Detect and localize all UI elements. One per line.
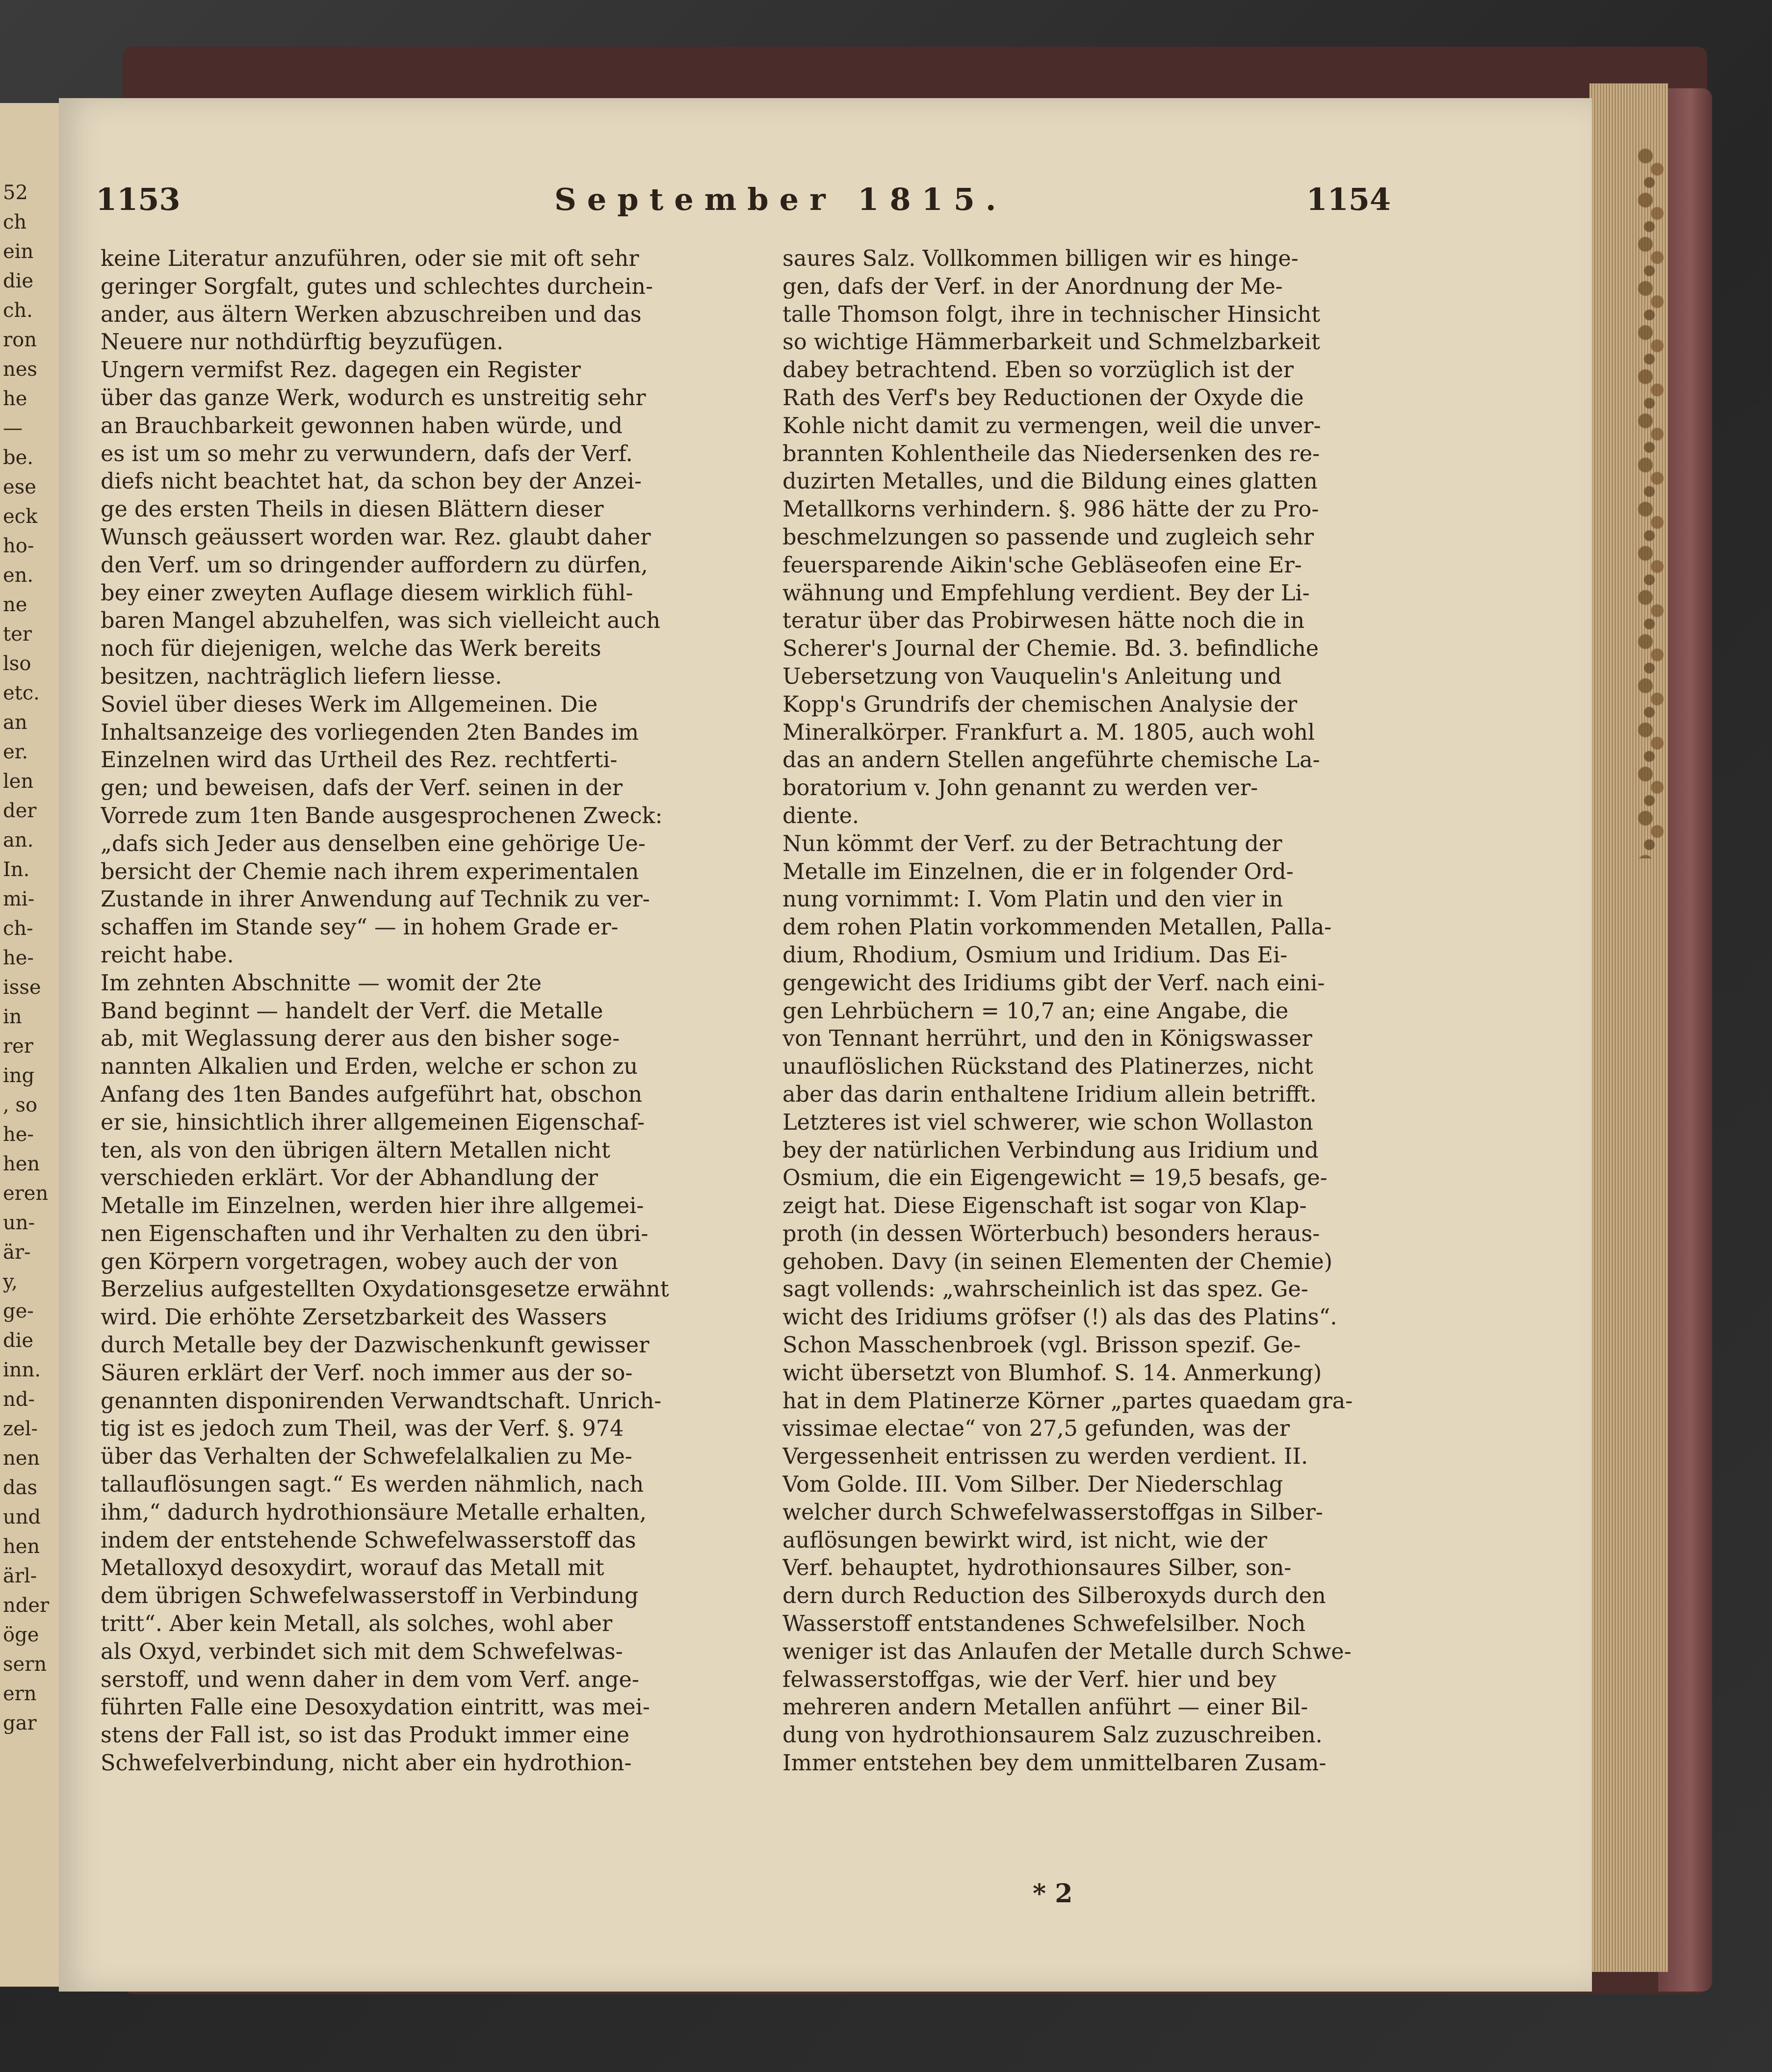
- text-line: indem der entstehende Schwefelwasserstoff das: [101, 1528, 636, 1553]
- left-page-fragment: eck: [3, 505, 38, 528]
- left-page-fragment: sern: [3, 1653, 47, 1676]
- text-line: hat in dem Platinerze Körner „partes quaedam gra-: [782, 1388, 1353, 1414]
- left-page-fragment: be.: [3, 446, 33, 469]
- left-page-fragment: in: [3, 1006, 22, 1028]
- text-line: ab, mit Weglassung derer aus den bisher soge-: [101, 1026, 620, 1052]
- text-line: unauflöslichen Rückstand des Platinerzes, nicht: [782, 1054, 1313, 1080]
- left-page-fragment: en.: [3, 564, 34, 587]
- text-line: nung vornimmt: I. Vom Platin und den vier in: [782, 887, 1283, 912]
- text-line: Säuren erklärt der Verf. noch immer aus der so-: [101, 1360, 633, 1386]
- text-line: noch für diejenigen, welche das Werk bereits: [101, 636, 601, 662]
- text-line: als Oxyd, verbindet sich mit dem Schwefelwas-: [101, 1639, 623, 1664]
- left-page-fragment: 52: [3, 181, 28, 204]
- left-page-fragment: zel-: [3, 1418, 38, 1440]
- text-line: Band beginnt — handelt der Verf. die Metalle: [101, 998, 603, 1024]
- left-page-fragment: ne: [3, 594, 27, 616]
- text-line: beschmelzungen so passende und zugleich sehr: [782, 524, 1314, 550]
- text-line: tallauflösungen sagt.“ Es werden nähmlich, nach: [101, 1472, 644, 1498]
- text-line: Kohle nicht damit zu vermengen, weil die unver-: [782, 413, 1321, 439]
- text-line: Wasserstoff entstandenes Schwefelsilber. Noch: [782, 1611, 1306, 1637]
- text-line: serstoff, und wenn daher in dem vom Verf. ange-: [101, 1667, 639, 1692]
- left-page-fragment: ho-: [3, 535, 34, 557]
- left-page-fragment: nes: [3, 358, 37, 381]
- running-title: September 1815.: [554, 181, 1007, 217]
- text-line: von Tennant herrührt, und den in Königswasser: [782, 1026, 1312, 1052]
- text-line: dem übrigen Schwefelwasserstoff in Verbindung: [101, 1583, 639, 1609]
- left-page-fragment: , so: [3, 1094, 38, 1116]
- text-line: ander, aus ältern Werken abzuschreiben und das: [101, 302, 642, 327]
- text-line: Rath des Verf's bey Reductionen der Oxyde die: [782, 385, 1304, 411]
- left-page-fragment: die: [3, 1329, 34, 1352]
- left-page-fragment: eren: [3, 1182, 49, 1205]
- text-line: diefs nicht beachtet hat, da schon bey der Anzei-: [101, 469, 642, 494]
- left-page-fragment: der: [3, 800, 37, 822]
- left-page-fragment: he-: [3, 947, 34, 969]
- text-line: tritt“. Aber kein Metall, als solches, wohl aber: [101, 1611, 613, 1637]
- left-page-fragment: nd-: [3, 1388, 35, 1411]
- text-line: gengewicht des Iridiums gibt der Verf. nach eini-: [782, 970, 1325, 996]
- text-line: durch Metalle bey der Dazwischenkunft gewisser: [101, 1333, 650, 1358]
- text-line: Ungern vermifst Rez. dagegen ein Register: [101, 358, 581, 383]
- text-line: geringer Sorgfalt, gutes und schlechtes durchein-: [101, 274, 653, 299]
- text-line: Soviel über dieses Werk im Allgemeinen. Die: [101, 692, 598, 717]
- text-line: gen; und beweisen, dafs der Verf. seinen in der: [101, 776, 623, 801]
- left-page-fragment: ein: [3, 240, 34, 263]
- text-line: boratorium v. John genannt zu werden ver-: [782, 776, 1258, 801]
- left-page-fragment: mi-: [3, 888, 35, 910]
- left-page-fragment: ch.: [3, 299, 33, 322]
- text-line: Scherer's Journal der Chemie. Bd. 3. befindliche: [782, 636, 1319, 662]
- left-page-fragment: nen: [3, 1447, 40, 1470]
- text-line: verschieden erklärt. Vor der Abhandlung der: [101, 1166, 598, 1191]
- text-line: sagt vollends: „wahrscheinlich ist das spez. Ge-: [782, 1277, 1308, 1302]
- text-line: Vergessenheit entrissen zu werden verdient. II.: [782, 1444, 1308, 1470]
- left-page-fragment: y,: [3, 1270, 18, 1293]
- text-line: gen Körpern vorgetragen, wobey auch der von: [101, 1249, 618, 1274]
- text-line: Inhaltsanzeige des vorliegenden 2ten Bandes im: [101, 720, 639, 745]
- text-line: an Brauchbarkeit gewonnen haben würde, und: [101, 413, 623, 439]
- text-line: Zustande in ihrer Anwendung auf Technik zu ver-: [101, 887, 650, 912]
- text-line: Letzteres ist viel schwerer, wie schon Wollaston: [782, 1110, 1313, 1135]
- text-line: Anfang des 1ten Bandes aufgeführt hat, obschon: [101, 1082, 643, 1107]
- text-line: dabey betrachtend. Eben so vorzüglich ist der: [782, 358, 1294, 383]
- text-line: ten, als von den übrigen ältern Metallen nicht: [101, 1138, 610, 1163]
- text-line: genannten disponirenden Verwandtschaft. Unrich-: [101, 1388, 662, 1414]
- left-page-fragment: ern: [3, 1683, 37, 1705]
- left-page-fragment: ch-: [3, 917, 33, 940]
- text-line: keine Literatur anzuführen, oder sie mit oft sehr: [101, 246, 639, 271]
- left-page-fragment: die: [3, 270, 34, 292]
- text-line: ge des ersten Theils in diesen Blättern dieser: [101, 497, 604, 522]
- text-line: dung von hydrothionsaurem Salz zuzuschreiben.: [782, 1723, 1323, 1748]
- text-line: Schon Masschenbroek (vgl. Brisson spezif. Ge-: [782, 1333, 1301, 1358]
- text-line: mehreren andern Metallen anführt — einer Bil-: [782, 1695, 1308, 1720]
- text-line: Berzelius aufgestellten Oxydationsgesetze erwähnt: [101, 1277, 669, 1302]
- left-page-fragment: lso: [3, 652, 31, 675]
- left-page-fragment: gar: [3, 1712, 37, 1735]
- text-line: Schwefelverbindung, nicht aber ein hydrothion-: [101, 1751, 632, 1776]
- text-line: Mineralkörper. Frankfurt a. M. 1805, auch wohl: [782, 720, 1315, 745]
- text-line: vissimae electae“ von 27,5 gefunden, was der: [782, 1416, 1290, 1442]
- text-line: so wichtige Hämmerbarkeit und Schmelzbarkeit: [782, 330, 1320, 355]
- text-line: wicht des Iridiums gröfser (!) als das des Platins“.: [782, 1305, 1337, 1330]
- page-number-right: 1154: [1306, 181, 1391, 217]
- left-page-fragment: hen: [3, 1535, 40, 1558]
- text-line: teratur über das Probirwesen hätte noch die in: [782, 608, 1304, 634]
- text-line: wähnung und Empfehlung verdient. Bey der Li-: [782, 580, 1310, 606]
- text-line: nannten Alkalien und Erden, welche er schon zu: [101, 1054, 638, 1080]
- left-page-fragment: ron: [3, 329, 37, 351]
- text-line: wicht übersetzt von Blumhof. S. 14. Anmerkung): [782, 1360, 1322, 1386]
- text-line: gen Lehrbüchern = 10,7 an; eine Angabe, die: [782, 998, 1289, 1024]
- text-line: felwasserstoffgas, wie der Verf. hier und bey: [782, 1667, 1277, 1692]
- left-page-edge: [0, 103, 66, 1987]
- text-line: Einzelnen wird das Urtheil des Rez. rechtferti-: [101, 748, 618, 773]
- left-page-fragment: hen: [3, 1153, 40, 1175]
- text-line: Metalle im Einzelnen, werden hier ihre allgemei-: [101, 1193, 644, 1219]
- text-line: gen, dafs der Verf. in der Anordnung der Me-: [782, 274, 1283, 299]
- text-line: Vorrede zum 1ten Bande ausgesprochenen Zweck:: [101, 803, 663, 829]
- text-line: Verf. behauptet, hydrothionsaures Silber, son-: [782, 1555, 1292, 1581]
- text-line: welcher durch Schwefelwasserstoffgas in Silber-: [782, 1500, 1323, 1525]
- page-number-left: 1153: [96, 181, 181, 217]
- text-line: über das ganze Werk, wodurch es unstreitig sehr: [101, 385, 646, 411]
- text-line: talle Thomson folgt, ihre in technischer Hinsicht: [782, 302, 1321, 327]
- text-line: Metalle im Einzelnen, die er in folgender Ord-: [782, 859, 1294, 884]
- text-line: ihm,“ dadurch hydrothionsäure Metalle erhalten,: [101, 1500, 647, 1525]
- text-line: baren Mangel abzuhelfen, was sich vielleicht auch: [101, 608, 661, 634]
- text-line: dium, Rhodium, Osmium und Iridium. Das Ei-: [782, 942, 1288, 968]
- left-page-fragment: ge-: [3, 1300, 34, 1322]
- foxing-stains: [1634, 147, 1673, 858]
- left-page-fragment: rer: [3, 1035, 33, 1058]
- text-line: bey der natürlichen Verbindung aus Iridium und: [782, 1138, 1319, 1163]
- text-line: duzirten Metalles, und die Bildung eines glatten: [782, 469, 1318, 494]
- text-line: reicht habe.: [101, 942, 234, 968]
- text-line: brannten Kohlentheile das Niedersenken des re-: [782, 441, 1320, 466]
- text-line: führten Falle eine Desoxydation eintritt, was mei-: [101, 1695, 650, 1720]
- text-line: nen Eigenschaften und ihr Verhalten zu den übri-: [101, 1221, 649, 1246]
- text-line: aber das darin enthaltene Iridium allein betrifft.: [782, 1082, 1317, 1107]
- text-line: zeigt hat. Diese Eigenschaft ist sogar von Klap-: [782, 1193, 1307, 1219]
- left-page-fragment: he: [3, 388, 27, 410]
- text-line: Vom Golde. III. Vom Silber. Der Niederschlag: [782, 1472, 1283, 1498]
- right-text-column: [782, 245, 1484, 1778]
- text-line: den Verf. um so dringender auffordern zu dürfen,: [101, 552, 648, 578]
- text-line: über das Verhalten der Schwefelalkalien zu Me-: [101, 1444, 632, 1470]
- left-page-fragment: und: [3, 1506, 41, 1528]
- text-line: Nun kömmt der Verf. zu der Betrachtung der: [782, 831, 1282, 856]
- text-line: das an andern Stellen angeführte chemische La-: [782, 748, 1320, 773]
- text-line: Metallkorns verhindern. §. 986 hätte der zu Pro-: [782, 497, 1319, 522]
- left-page-fragment: etc.: [3, 682, 40, 704]
- left-page-fragment: ch: [3, 211, 27, 233]
- left-page-fragment: In.: [3, 858, 30, 881]
- left-page-fragment: är-: [3, 1241, 31, 1264]
- left-page-fragment: er.: [3, 741, 28, 763]
- left-page-fragment: öge: [3, 1624, 39, 1646]
- text-line: bey einer zweyten Auflage diesem wirklich fühl-: [101, 580, 633, 606]
- text-line: saures Salz. Vollkommen billigen wir es hinge-: [782, 246, 1299, 271]
- text-line: dem rohen Platin vorkommenden Metallen, Palla-: [782, 915, 1332, 940]
- text-line: weniger ist das Anlaufen der Metalle durch Schwe-: [782, 1639, 1352, 1664]
- text-line: Osmium, die ein Eigengewicht = 19,5 besafs, ge-: [782, 1166, 1328, 1191]
- text-line: wird. Die erhöhte Zersetzbarkeit des Wassers: [101, 1305, 607, 1330]
- text-line: tig ist es jedoch zum Theil, was der Verf. §. 974: [101, 1416, 624, 1442]
- text-line: proth (in dessen Wörterbuch) besonders heraus-: [782, 1221, 1320, 1246]
- text-line: es ist um so mehr zu verwundern, dafs der Verf.: [101, 441, 633, 466]
- text-line: diente.: [782, 803, 860, 829]
- left-page-fragment: ing: [3, 1064, 35, 1087]
- left-page-fragment: isse: [3, 976, 41, 999]
- left-page-fragment: ese: [3, 476, 36, 498]
- book-page: [59, 98, 1592, 1992]
- left-page-fragment: nder: [3, 1594, 50, 1617]
- text-line: Metalloxyd desoxydirt, worauf das Metall mit: [101, 1555, 604, 1581]
- left-page-fragment: an: [3, 711, 27, 734]
- left-page-fragment: ter: [3, 623, 32, 646]
- left-page-fragment: das: [3, 1476, 37, 1499]
- left-page-fragment: inn.: [3, 1359, 41, 1381]
- text-line: Wunsch geäussert worden war. Rez. glaubt daher: [101, 524, 651, 550]
- left-page-fragment: an.: [3, 829, 34, 852]
- left-page-fragment: un-: [3, 1212, 35, 1234]
- text-line: dern durch Reduction des Silberoxyds durch den: [782, 1583, 1326, 1609]
- text-line: Immer entstehen bey dem unmittelbaren Zusam-: [782, 1751, 1327, 1776]
- text-line: besitzen, nachträglich liefern liesse.: [101, 664, 502, 689]
- left-page-fragment: —: [3, 417, 23, 440]
- text-line: feuersparende Aikin'sche Gebläseofen eine Er-: [782, 552, 1302, 578]
- text-line: „dafs sich Jeder aus denselben eine gehörige Ue-: [101, 831, 646, 856]
- left-page-fragment: ärl-: [3, 1565, 37, 1587]
- left-page-fragment: he-: [3, 1123, 34, 1146]
- text-line: er sie, hinsichtlich ihrer allgemeinen Eigenschaf-: [101, 1110, 645, 1135]
- text-line: Uebersetzung von Vauquelin's Anleitung und: [782, 664, 1282, 689]
- text-line: Kopp's Grundrifs der chemischen Analysie der: [782, 692, 1298, 717]
- signature-mark: * 2: [1033, 1879, 1073, 1909]
- text-line: schaffen im Stande sey“ — in hohem Grade er-: [101, 915, 619, 940]
- text-line: bersicht der Chemie nach ihrem experimentalen: [101, 859, 639, 884]
- left-text-column: [101, 245, 797, 1778]
- left-page-fragment: len: [3, 770, 34, 793]
- text-line: auflösungen bewirkt wird, ist nicht, wie der: [782, 1528, 1267, 1553]
- text-line: stens der Fall ist, so ist das Produkt immer eine: [101, 1723, 630, 1748]
- text-line: gehoben. Davy (in seinen Elementen der Chemie): [782, 1249, 1332, 1274]
- text-line: Im zehnten Abschnitte — womit der 2te: [101, 970, 542, 996]
- page-header: [59, 181, 1592, 226]
- text-line: Neuere nur nothdürftig beyzufügen.: [101, 330, 504, 355]
